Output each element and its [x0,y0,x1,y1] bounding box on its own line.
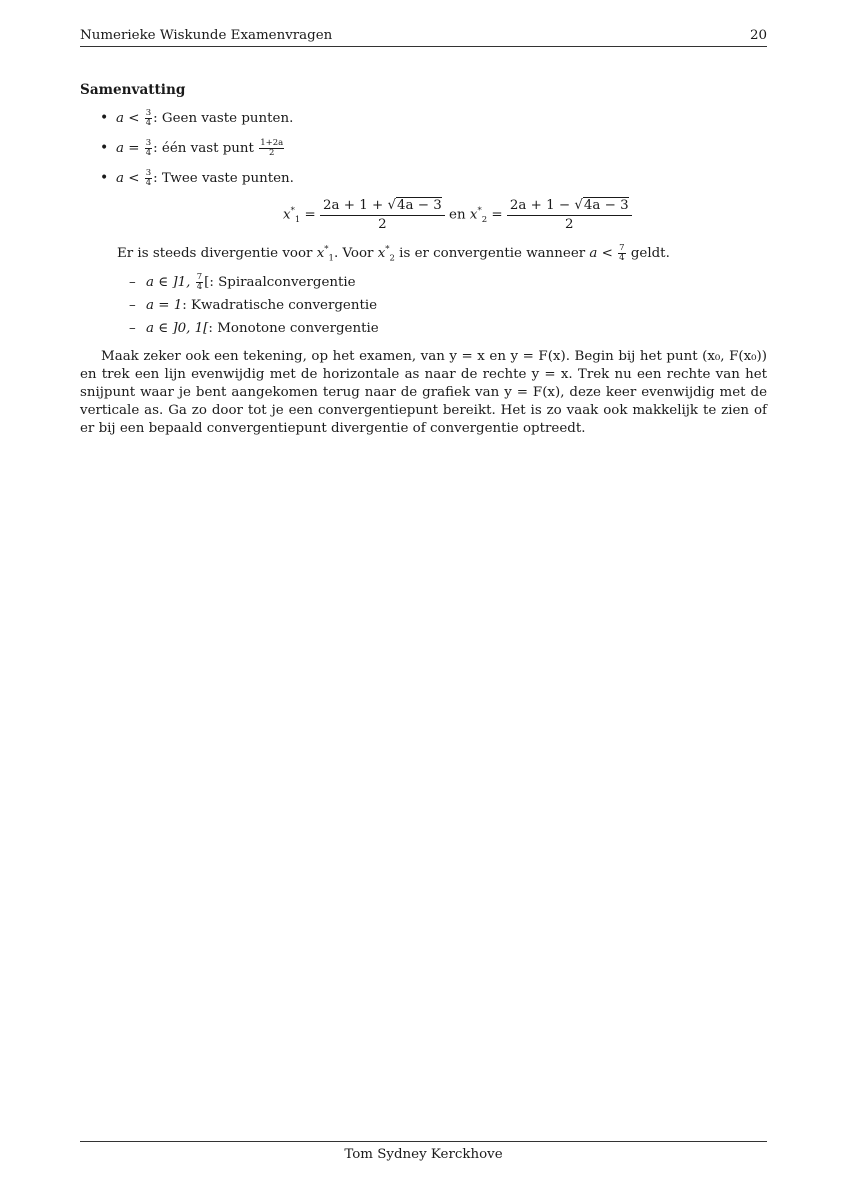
bullet-text: : Twee vaste punten. [153,171,294,186]
dash-item-text: : Kwadratische convergentie [182,298,378,313]
bullet-icon: • [100,170,109,186]
dash-item-text: : Monotone convergentie [208,321,379,336]
subscript: 1 [294,215,301,226]
list-item [100,108,700,138]
math-condition: a = 1 [146,298,183,313]
fraction: $\frac{3}{4}$ [145,108,152,128]
fraction: $\frac{1+2a}{2}$ [260,138,284,158]
connector-text: en [449,207,466,223]
footer-author: Tom Sydney Kerckhove [344,1147,503,1162]
fraction: $\frac{7}{4}$ [196,272,203,292]
variable: x [469,207,478,223]
math-condition: a = [116,141,140,156]
fraction: $\frac{2a + 1 + √4a - 3}{2}$ [320,197,445,233]
math-condition: a ∈ ]0, 1[ [146,321,209,336]
list-item: – a ∈ ]0, 1[: Monotone convergentie [129,321,379,336]
convergence-statement: Er is steeds divergentie voor $x^*_1$. Voor $x^*_2$ is er convergentie wanneer a < $\frac{7}{4}$ geldt. [117,243,670,264]
document-title: Numerieke Wiskunde Examenvragen [80,28,333,43]
page-header [80,26,767,47]
footer-divider [80,1141,767,1142]
list-item: – a = 1: Kwadratische convergentie [129,298,378,313]
math-condition: a < [116,171,140,186]
explanation-paragraph: Maak zeker ook een tekening, op het examen, van y = x en y = F(x). Begin bij het punt (x₀, F(x₀)) en trek een lijn evenwijdig met de horizontale as naar de rechte y = x. Trek nu een rechte van het snijpunt waar je bent aangekomen terug naar de grafiek van y = F(x), deze keer evenwijdig met de verticale as. Ga zo door tot je een convergentiepunt bereikt. Het is zo vaak ook makkelijk te zien of er bij een bepaald convergentiepunt divergentie of convergentie optreedt. [80,349,767,436]
superscript: * [477,206,482,217]
fraction: $\frac{3}{4}$ [145,138,152,158]
bullet-icon: • [100,110,109,126]
variable: x [283,207,291,223]
section-title: Samenvatting [80,82,186,98]
page-number: 20 [749,28,767,43]
list-item: – a ∈ ]1, $\frac{7}{4}$ [: Spiraalconvergentie [129,272,356,292]
fixed-points-equation: $x^*_1$ = $\frac{2a + 1 + √4a - 3}{2}$ en $x^*_2$ = $\frac{2a + 1 - √4a - 3}{2}$ [283,197,632,237]
fraction: $\frac{3}{4}$ [145,168,152,188]
convergence-list [129,272,379,341]
bullet-text: : Geen vaste punten. [153,111,294,126]
superscript: * [290,206,295,217]
list-item [100,168,700,198]
dash-item-text: : Spiraalconvergentie [209,275,356,290]
bullet-text: : één vast punt [153,141,254,156]
math-condition: a ∈ ]1, [146,275,191,290]
subscript: 2 [481,215,488,226]
bullet-icon: • [100,140,109,156]
fraction: $\frac{7}{4}$ [619,243,625,263]
list-item [100,138,700,168]
bullet-list [100,108,700,198]
fraction: $\frac{2a + 1 - √4a - 3}{2}$ [507,197,632,233]
math-condition: a < [116,111,140,126]
